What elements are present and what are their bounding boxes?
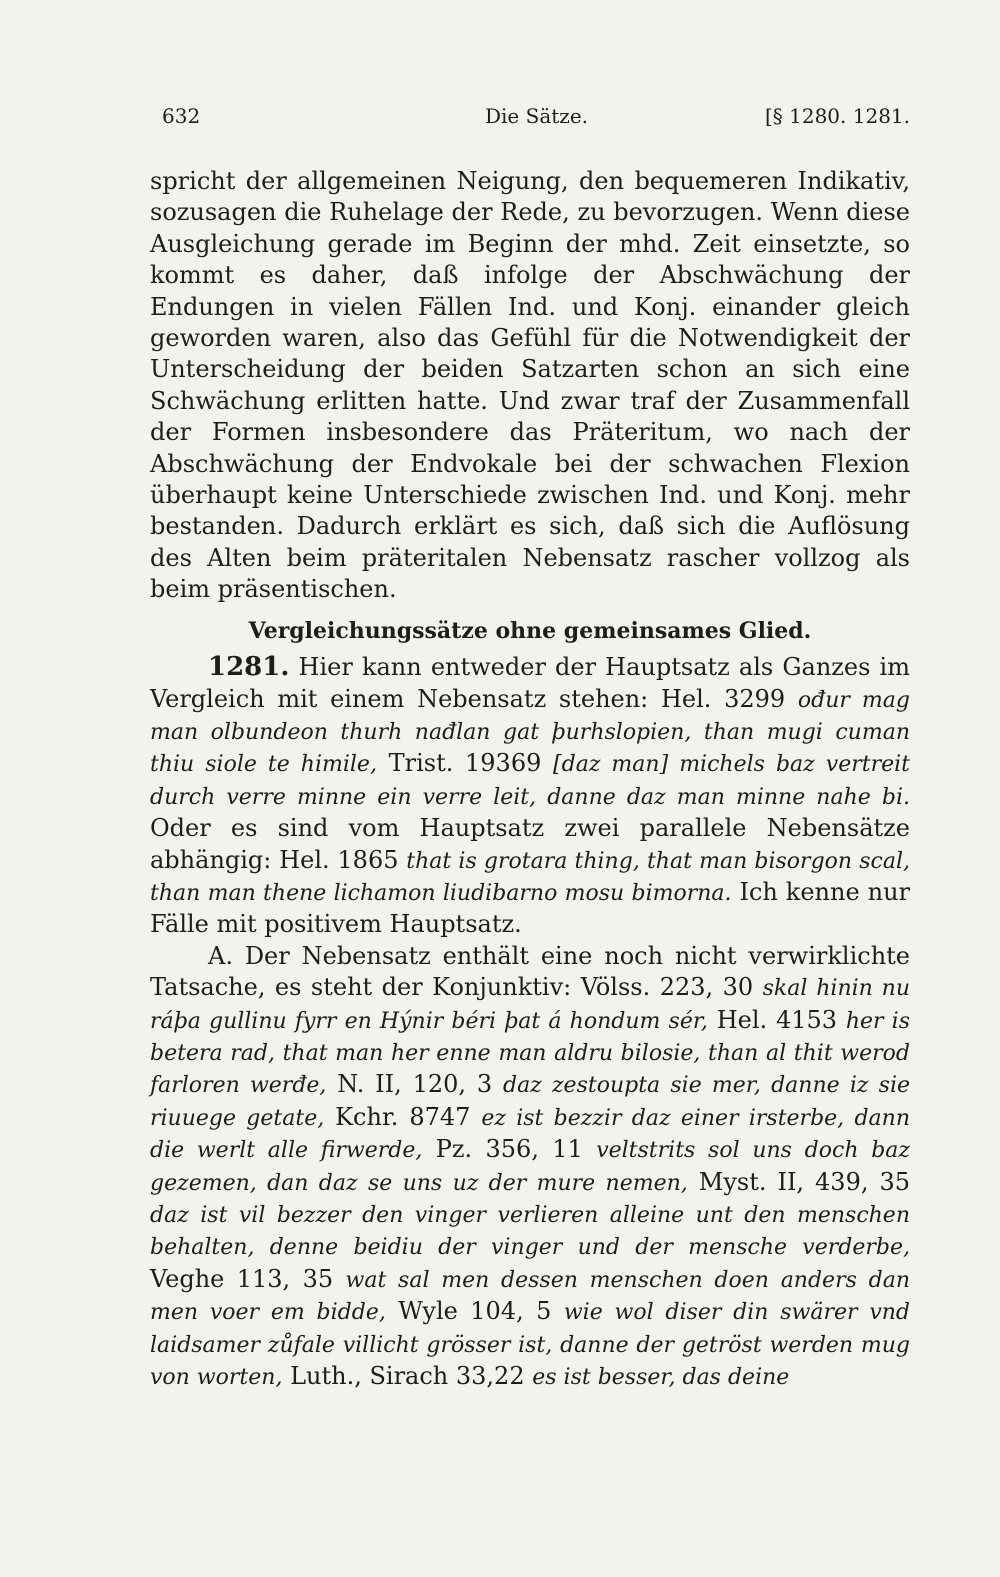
text-run: Veghe 113, 35 [150, 1264, 346, 1293]
quotation: veltstrits sol uns doch baz gezemen, dan daz se uns uz der mure nemen, [150, 1138, 910, 1196]
text-run: Luth., Sirach 33,22 [282, 1362, 533, 1391]
section-heading: Vergleichungssätze ohne gemeinsames Glied. [248, 617, 812, 644]
quotation: es ist besser, das deine [532, 1365, 790, 1391]
page-number: 632 [162, 104, 201, 128]
quotation: wie wol diser din swärer vnd laidsamer zůfale villicht grösser ist, danne der getröst werden mug von worten, [150, 1300, 910, 1391]
section-reference: [§ 1280. 1281. [764, 104, 910, 128]
quotation: ođur mag man olbundeon thurh nađlan gat þurhslopien, than mugi cuman thiu siole te himile, [150, 687, 910, 778]
text-run: Oder es sind vom Hauptsatz zwei parallele Nebensätze abhängig: Hel. 1865 [150, 814, 910, 874]
text-run: Ich kenne nur Fälle mit positivem Hauptsatz. [150, 877, 911, 939]
text-run: N. II, 120, 3 [326, 1070, 503, 1099]
text-run: Myst. II, 439, 35 [687, 1167, 910, 1196]
chapter-title: Die Sätze. [485, 104, 589, 128]
quotation: daz ist vil bezzer den vinger verlieren alleine unt den menschen behalten, denne beidiu der vinger und der mensche verderbe, [150, 1203, 910, 1261]
quotation: skal hinin nu ráþa gullinu fyrr en Hýnir béri þat á hondum sér, [150, 976, 910, 1034]
paragraph-a [150, 941, 910, 1394]
text-run: Pz. 356, 11 [422, 1135, 597, 1164]
running-header [162, 104, 910, 140]
text-run: Kchr. 8747 [324, 1102, 482, 1131]
section-number: 1281. [208, 652, 290, 683]
quotation: daz zestoupta sie mer, danne iz sie riuuege getate, [150, 1073, 910, 1131]
paragraph-1281 [150, 652, 910, 941]
text-run: Hel. 4153 [707, 1005, 846, 1034]
quotation: her is betera rad, that man her enne man aldru bilosie, than al thit werod farloren werđe, [150, 1008, 910, 1099]
quotation: ez ist bezzir daz einer irsterbe, dann die werlt alle firwerde, [150, 1105, 910, 1164]
text-run: A. Der Nebensatz enthält eine noch nicht verwirklichte Tatsache, es steht der Konjunktiv: Völss. 223, 30 [150, 941, 910, 1002]
continued-paragraph: spricht der allgemeinen Neigung, den bequemeren Indikativ, sozusagen die Ruhelage der Rede, zu bevorzugen. Wenn diese Ausgleichung gerade im Beginn der mhd. Zeit einsetzte, so kommt es daher, daß infolge der Abschwächung der Endungen in vielen Fällen Ind. und Konj. einander gleich geworden waren, also das Gefühl für die Notwendigkeit der Unterscheidung der beiden Satzarten schon an sich eine Schwächung erlitten hatte. Und zwar traf der Zusammenfall der Formen insbesondere das Präteritum, wo nach der Abschwächung der Endvokale bei der schwachen Flexion überhaupt keine Unterschiede zwischen Ind. und Konj. mehr bestanden. Dadurch erklärt es sich, daß sich die Auflösung des Alten beim präteritalen Nebensatz rascher vollzog als beim präsentischen. [150, 167, 910, 604]
page-body [150, 166, 910, 1393]
text-run: Hier kann entweder der Hauptsatz als Ganzes im Vergleich mit einem Nebensatz stehen: Hel. 3299 [150, 653, 910, 713]
quotation: [daz man] michels baz vertreit durch verre minne ein verre leit, danne daz man minne nahe bi. [150, 752, 910, 810]
text-run: Wyle 104, 5 [385, 1297, 564, 1326]
quotation: that is grotara thing, that man bisorgon scal, than man thene lichamon liudibarno mosu bimorna. [150, 848, 910, 906]
text-run: Trist. 19369 [376, 749, 554, 778]
quotation: wat sal men dessen menschen doen anders dan men voer em bidde, [150, 1267, 911, 1326]
